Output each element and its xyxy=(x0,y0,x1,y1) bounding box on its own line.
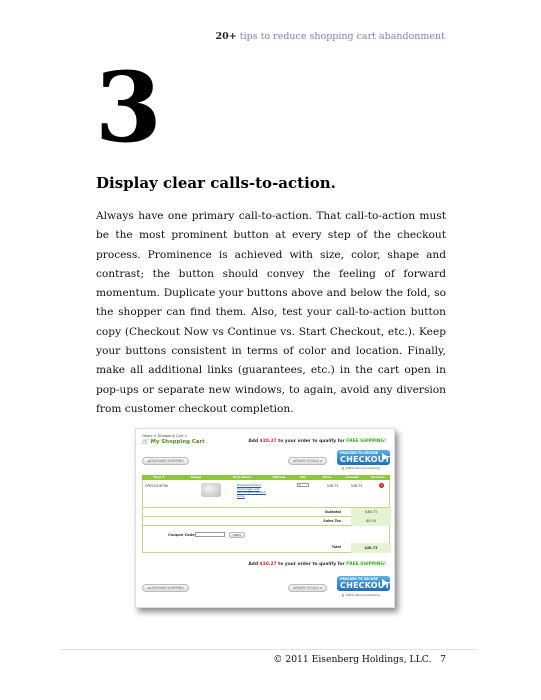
checkout-big-label: CHECKOUT xyxy=(340,455,391,464)
chapter-number: 3 xyxy=(95,51,160,164)
sales-tax-row xyxy=(143,517,391,526)
footer-divider xyxy=(60,649,478,650)
sales-tax-label: Sales Tax xyxy=(323,519,341,523)
total-label: Total xyxy=(331,545,341,549)
item-name-link[interactable]: Elevated Raised Toilet Seat with Removable Padded Arms xyxy=(237,483,266,498)
promo-amount-bottom: $10.27 xyxy=(259,562,277,567)
col-item: Item # xyxy=(153,475,165,479)
apply-coupon-button[interactable]: APPLY xyxy=(229,532,245,538)
checkout-button[interactable] xyxy=(337,450,390,465)
lock-icon: 🔒 xyxy=(341,466,345,470)
section-heading: Display clear calls-to-action. xyxy=(96,174,336,192)
product-image xyxy=(201,483,221,497)
continue-shopping-button[interactable]: ◄CONTINUE SHOPPING xyxy=(142,457,189,465)
checkout-button-bottom[interactable] xyxy=(337,576,390,591)
update-totals-button-bottom[interactable] xyxy=(288,584,327,592)
free-shipping-promo xyxy=(248,439,386,444)
update-label: UPDATE TOTALS xyxy=(293,459,319,463)
total-row xyxy=(143,543,391,553)
subtotal-row xyxy=(143,508,391,517)
cart-item-row xyxy=(142,481,390,508)
cart-title xyxy=(142,439,205,445)
secure-text: 100% Secure Ordering xyxy=(345,466,380,470)
coupon-label: Coupon Code xyxy=(168,533,195,537)
col-options: Options xyxy=(272,475,286,479)
subtotal-label: Subtotal xyxy=(324,510,341,514)
checkout-small-label: PROCEED TO SECURE xyxy=(340,451,378,455)
total-value: $38.73 xyxy=(351,543,391,553)
col-amount: Amount xyxy=(345,475,359,479)
update-totals-button[interactable] xyxy=(288,457,327,465)
lock-icon: 🔒 xyxy=(341,593,345,597)
subtotal-value: $38.73 xyxy=(351,508,391,517)
page-number: 7 xyxy=(440,654,446,665)
free-shipping-promo-bottom xyxy=(248,562,386,567)
cart-table-header xyxy=(142,475,390,480)
checkout-small-label-bottom: PROCEED TO SECURE xyxy=(340,577,378,581)
sales-tax-value: $0.00 xyxy=(351,517,391,526)
col-remove: Remove xyxy=(371,475,385,479)
running-header xyxy=(216,31,445,42)
item-price: $38.73 xyxy=(327,484,339,488)
secure-ordering-note-bottom xyxy=(341,593,380,597)
promo-free-bottom: FREE SHIPPING! xyxy=(346,562,386,567)
remove-icon[interactable]: x xyxy=(380,483,383,487)
arrow-right-icon xyxy=(382,453,388,461)
item-amount: $38.73 xyxy=(351,484,363,488)
secure-text-bottom: 100% Secure Ordering xyxy=(345,593,380,597)
col-qty: Qty xyxy=(300,475,306,479)
refresh-icon: ⟳ xyxy=(319,459,323,463)
cart-title-text: My Shopping Cart xyxy=(150,439,205,445)
header-number: 20+ xyxy=(215,31,237,42)
cart-icon: 🛒 xyxy=(142,439,151,445)
promo-free: FREE SHIPPING! xyxy=(346,439,386,444)
promo-pre-bottom: Add xyxy=(248,562,259,567)
refresh-icon: ⟳ xyxy=(319,586,323,590)
promo-amount: $10.27 xyxy=(259,439,277,444)
coupon-input[interactable] xyxy=(195,532,225,537)
item-sku: CPEV12GETRA xyxy=(145,484,169,488)
cart-totals xyxy=(142,508,390,553)
body-paragraph: Always have one primary call-to-action. That call-to-action must be the most prominent button at every step of the checkout process. Prominence is achieved with size, color, shape and contrast; the button should convey the feeling of forward momentum. Duplicate your buttons above and below the fold, so the shopper can find them. Also, test your call-to-action button copy (Checkout Now vs Continue vs. Start Checkout, etc.). Keep your buttons consistent in terms of color and location. Finally, make all additional links (guarantees, etc.) in the cart open in pop-ups or separate new windows, to again, avoid any diversion from customer checkout completion. xyxy=(96,210,446,415)
header-text: tips to reduce shopping cart abandonment xyxy=(239,31,445,42)
checkout-big-label-bottom: CHECKOUT xyxy=(340,581,391,590)
promo-mid-bottom: to your order to qualify for xyxy=(278,562,345,567)
promo-mid: to your order to qualify for xyxy=(278,439,345,444)
col-image: Image xyxy=(190,475,202,479)
page-footer xyxy=(273,654,446,665)
update-label-bottom: UPDATE TOTALS xyxy=(293,586,319,590)
cart-breadcrumb: Home > Shopping Cart > xyxy=(142,434,188,438)
copyright: © 2011 Eisenberg Holdings, LLC. xyxy=(273,654,432,665)
col-price: Price xyxy=(322,475,332,479)
shopping-cart-screenshot xyxy=(135,428,395,608)
quantity-input[interactable]: 1 xyxy=(297,483,309,487)
continue-shopping-button-bottom[interactable]: ◄CONTINUE SHOPPING xyxy=(142,584,189,592)
col-item-name: Item Name xyxy=(232,475,252,479)
promo-pre: Add xyxy=(248,439,259,444)
arrow-right-icon xyxy=(382,579,388,587)
secure-ordering-note xyxy=(341,466,380,470)
